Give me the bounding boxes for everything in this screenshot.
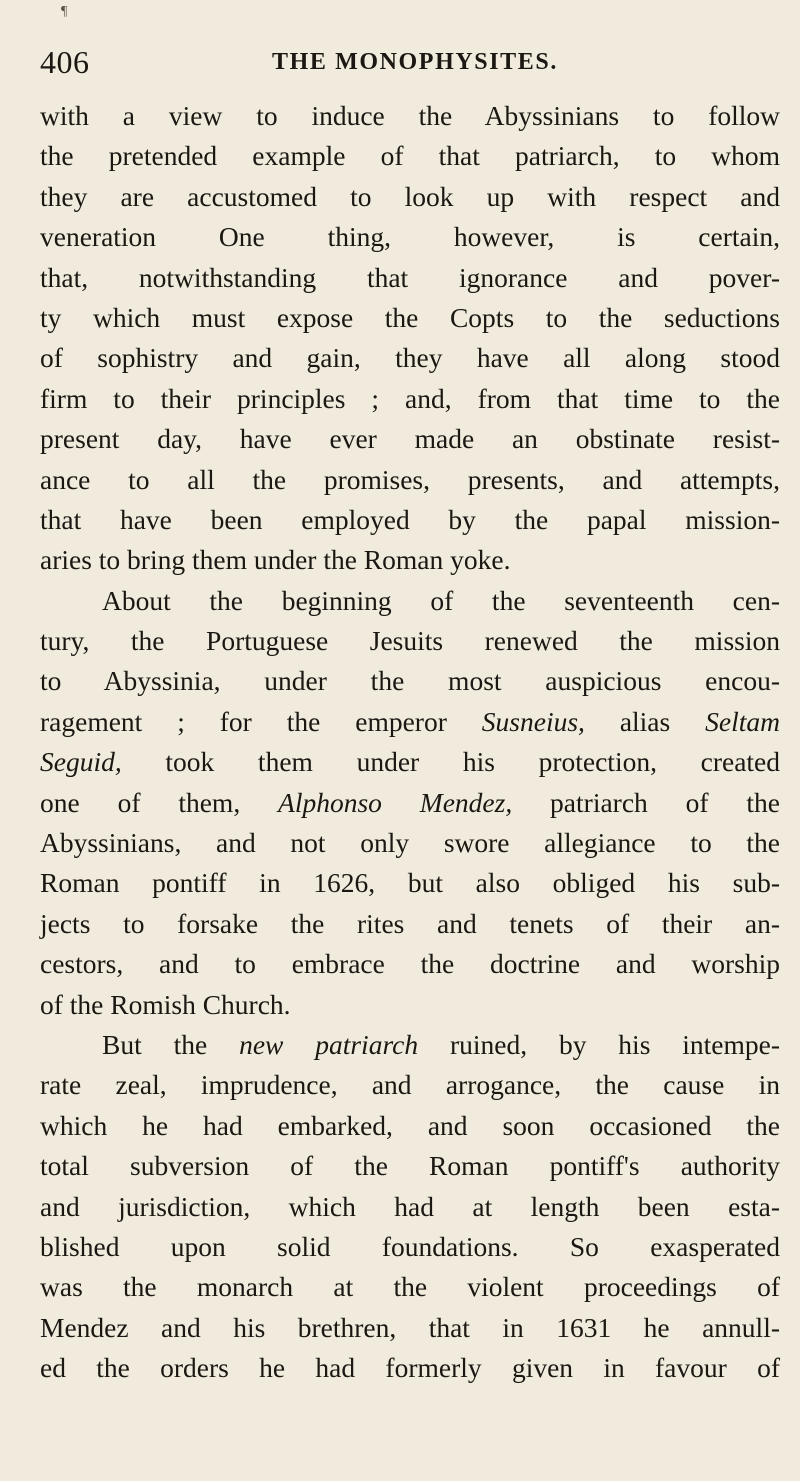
text-line: and jurisdiction, which had at length been esta- <box>40 1190 780 1222</box>
text-line: rate zeal, imprudence, and arrogance, the cause in <box>40 1069 780 1101</box>
text-run: patriarch of the <box>512 786 780 818</box>
text-line: tury, the Portuguese Jesuits renewed the mission <box>40 625 780 657</box>
text-line: blished upon solid foundations. So exasperated <box>40 1230 780 1262</box>
text-line: About the beginning of the seventeenth cen- <box>102 584 780 616</box>
running-head: THE MONOPHYSITES. <box>272 49 558 75</box>
text-run: alias <box>584 705 706 737</box>
text-run: But the <box>102 1028 240 1060</box>
text-line: ance to all the promises, presents, and attempts, <box>40 463 780 495</box>
text-line: they are accustomed to look up with respect and <box>40 180 780 212</box>
text-line: jects to forsake the rites and tenets of their an- <box>40 907 780 939</box>
text-line: Abyssinians, and not only swore allegiance to the <box>40 827 780 859</box>
text-line: that have been employed by the papal mission- <box>40 503 780 535</box>
text-line: firm to their principles ; and, from that time to the <box>40 382 780 414</box>
text-line: which he had embarked, and soon occasioned the <box>40 1109 780 1141</box>
text-line: ty which must expose the Copts to the seductions <box>40 301 780 333</box>
page-mark: ¶ <box>61 4 68 19</box>
text-line: present day, have ever made an obstinate resist- <box>40 423 780 455</box>
text-line: to Abyssinia, under the most auspicious encou- <box>40 665 780 697</box>
text-run: took them under his protection, created <box>121 746 780 778</box>
text-line: Mendez and his brethren, that in 1631 he annull- <box>40 1311 780 1343</box>
text-line <box>40 702 780 742</box>
text-run: ruined, by his intempe- <box>418 1028 780 1060</box>
text-line: was the monarch at the violent proceedings of <box>40 1271 780 1303</box>
italic-name: Alphonso Mendez, <box>278 786 513 818</box>
text-run: one of them, <box>40 786 279 818</box>
italic-name: Susneius, <box>481 705 585 737</box>
text-line: veneration One thing, however, is certain, <box>40 221 780 253</box>
italic-phrase: new patriarch <box>239 1028 419 1060</box>
text-line: that, notwithstanding that ignorance and pover- <box>40 261 780 293</box>
text-line: Roman pontiff in 1626, but also obliged his sub- <box>40 867 780 899</box>
body-text <box>40 96 780 1389</box>
text-line: the pretended example of that patriarch, to whom <box>40 140 780 172</box>
text-line: aries to bring them under the Roman yoke. <box>40 544 511 576</box>
page-header <box>40 44 780 84</box>
text-line: total subversion of the Roman pontiff's authority <box>40 1150 780 1182</box>
text-line: of the Romish Church. <box>40 988 291 1020</box>
text-line: cestors, and to embrace the doctrine and worship <box>40 948 780 980</box>
text-line: of sophistry and gain, they have all along stood <box>40 342 780 374</box>
page-number: 406 <box>40 44 90 80</box>
italic-name: Seguid, <box>40 746 122 778</box>
text-run: ragement ; for the emperor <box>40 705 482 737</box>
text-line: with a view to induce the Abyssinians to follow <box>40 100 780 131</box>
text-line <box>40 783 780 823</box>
text-line: ed the orders he had formerly given in favour of <box>40 1352 780 1384</box>
italic-name: Seltam <box>705 705 780 737</box>
text-line <box>40 1025 780 1065</box>
text-line <box>40 742 780 782</box>
